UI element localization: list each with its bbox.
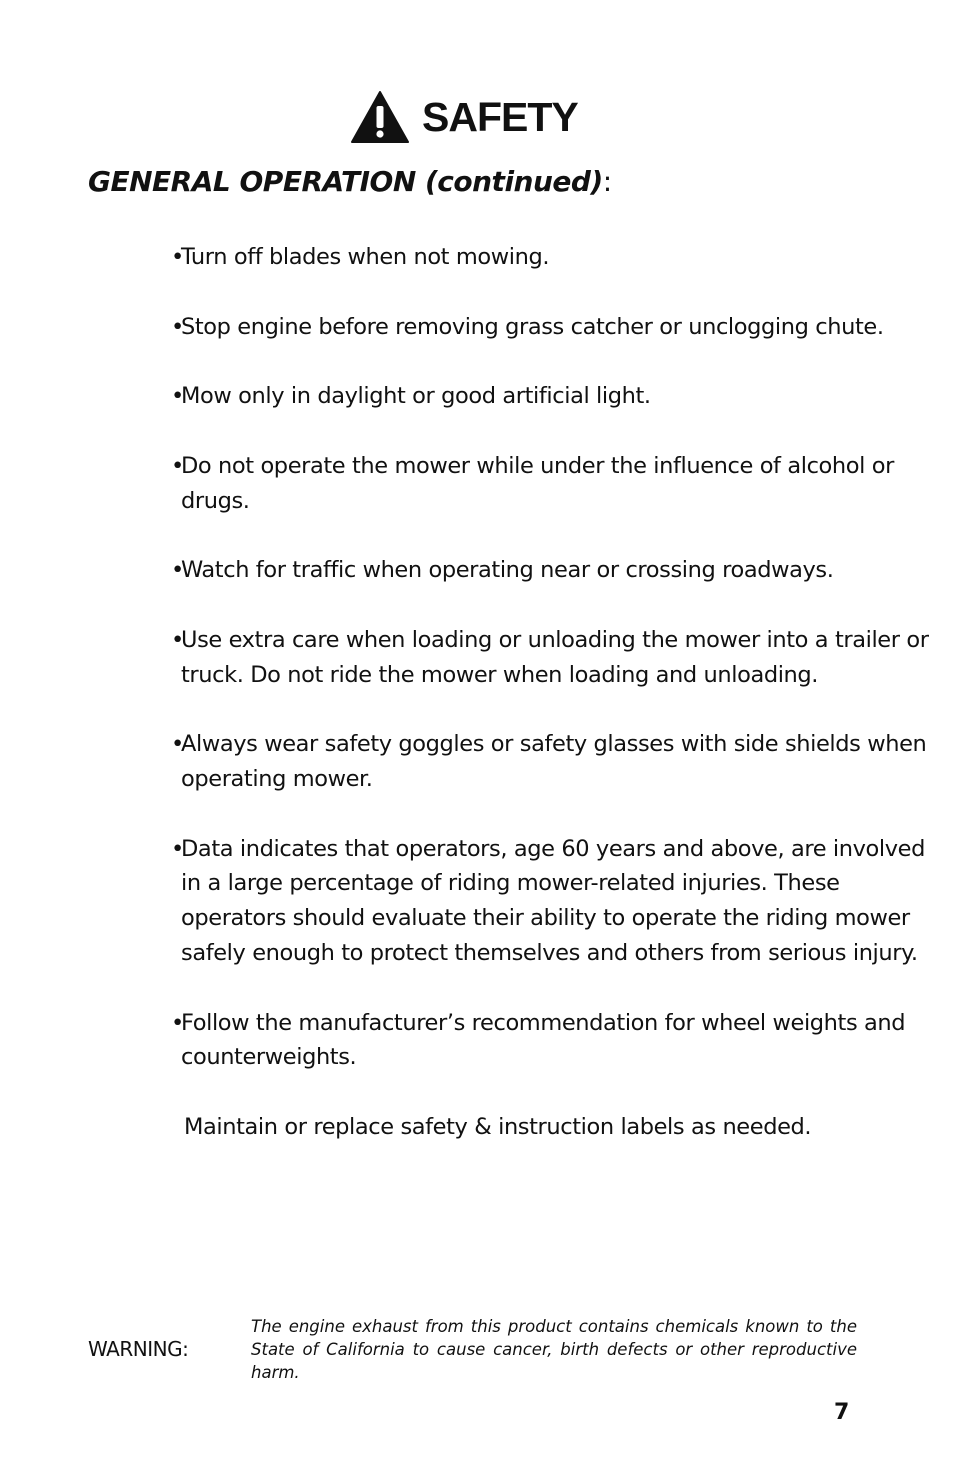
bullet: • [171, 835, 184, 862]
bullet: • [171, 731, 184, 758]
bullet: • [171, 1009, 184, 1036]
page-number: 7 [834, 1400, 850, 1425]
warning-triangle-icon [350, 90, 410, 144]
section-title [88, 165, 612, 198]
list-item-text: Mow only in daylight or good artificial light. [181, 383, 651, 410]
warning-text: The engine exhaust from this product contains chemicals known to the State of California to cause cancer, birth defects or other reproductive harm. [251, 1317, 857, 1382]
list-item [171, 449, 931, 519]
list-item-text: Do not operate the mower while under the influence of alcohol or drugs. [181, 452, 894, 514]
warning-label: WARNING: [88, 1337, 189, 1361]
list-item [171, 727, 931, 797]
list-item [171, 1006, 931, 1076]
safety-header [350, 88, 578, 146]
closing-line: Maintain or replace safety & instruction labels as needed. [184, 1113, 812, 1140]
bullet: • [171, 626, 184, 653]
list-item-text: Turn off blades when not mowing. [181, 244, 550, 270]
page-title: SAFETY [422, 93, 578, 140]
bullet: • [171, 452, 184, 479]
safety-rules-list [171, 240, 931, 1145]
list-item-text: Use extra care when loading or unloading the mower into a trailer or truck. Do not ride the mower when loading and unloading. [181, 626, 929, 688]
section-title-text: GENERAL OPERATION (continued) [88, 165, 603, 198]
bullet: • [171, 557, 184, 584]
bullet: • [171, 244, 184, 270]
section-title-colon: : [602, 165, 612, 198]
list-item-text: Always wear safety goggles or safety glasses with side shields when operating mower. [181, 731, 927, 792]
list-item-text: Stop engine before removing grass catcher or unclogging chute. [181, 313, 884, 340]
list-item [171, 832, 931, 971]
list-item [171, 623, 931, 693]
list-item-text: Data indicates that operators, age 60 years and above, are involved in a large percentage of riding mower-related injuries. These operators should evaluate their ability to operate the riding mower safely enough to protect themselves and others from serious injury. [181, 835, 925, 966]
list-item-text: Follow the manufacturer’s recommendation for wheel weights and counterweights. [181, 1009, 906, 1071]
list-item [171, 310, 931, 345]
bullet: • [171, 313, 184, 340]
list-item-text: Watch for traffic when operating near or crossing roadways. [181, 557, 834, 584]
list-item [171, 553, 931, 588]
list-item [171, 379, 931, 414]
list-item [171, 240, 931, 275]
bullet: • [171, 383, 184, 410]
